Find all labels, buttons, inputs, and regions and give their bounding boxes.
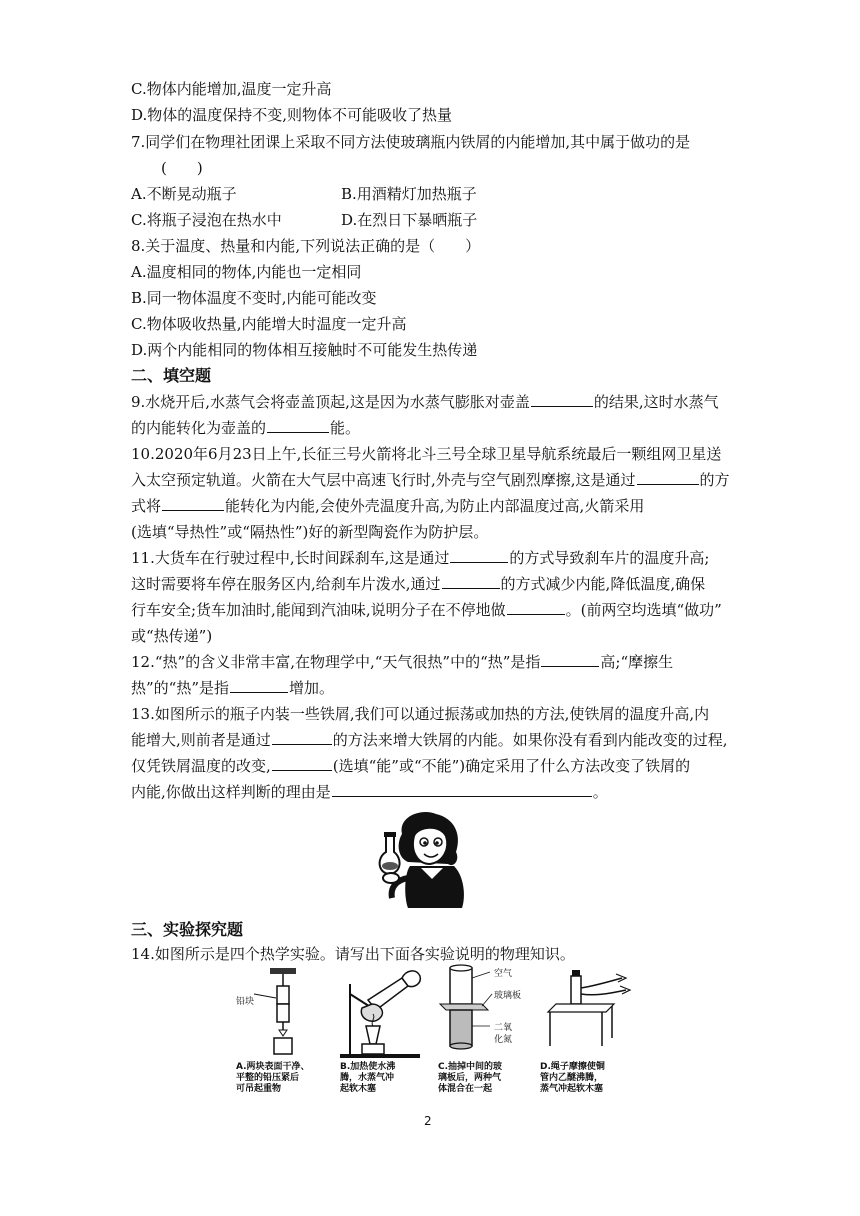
caption-a-line: 可吊起重物: [236, 1084, 282, 1094]
experiment-d-rope-friction-diagram: [536, 964, 638, 1060]
q11-text: 的方式减少内能,降低温度,确保: [500, 575, 706, 593]
q12-text: 12.“热”的含义非常丰富,在物理学中,“天气很热”中的“热”是指: [131, 653, 541, 671]
caption-b-line: 腾，水蒸气冲: [340, 1073, 395, 1083]
q9-line-1: [131, 392, 719, 412]
label-air: 空气: [494, 969, 513, 979]
caption-b: [340, 1062, 395, 1095]
q11-text: 11.大货车在行驶过程中,长时间踩刹车,这是通过: [131, 549, 450, 567]
q10-text: 能转化为内能,会使外壳温度升高,为防止内部温度过高,火箭采用: [225, 497, 645, 515]
q8-option-d: D.两个内能相同的物体相互接触时不可能发生热传递: [131, 341, 478, 359]
experiment-c-gas-diffusion-diagram: [436, 964, 536, 1060]
q7-answer-bracket: ( ): [161, 159, 203, 177]
caption-a-line: 平整的铅压紧后: [236, 1073, 300, 1083]
q13-line-1: 13.如图所示的瓶子内装一些铁屑,我们可以通过振荡或加热的方法,使铁屑的温度升高,内: [131, 705, 710, 723]
q13-text: 。: [592, 783, 608, 801]
q8-stem: 8.关于温度、热量和内能,下列说法正确的是（ ）: [131, 237, 481, 255]
caption-c-line: 璃板后，两种气: [438, 1073, 502, 1083]
answer-blank[interactable]: [162, 496, 224, 511]
q11-text: 这时需要将车停在服务区内,给刹车片泼水,通过: [131, 575, 441, 593]
q13-line-3: [131, 756, 690, 776]
caption-b-line: B.加热使水沸: [340, 1062, 396, 1072]
label-lead-block: 铅块: [236, 997, 255, 1007]
caption-c: [438, 1062, 502, 1095]
q13-text: (选填“能”或“不能”)确定采用了什么方法改变了铁屑的: [332, 757, 691, 775]
q9-text: 的结果,这时水蒸气: [593, 393, 719, 411]
caption-d-line: D.绳子摩擦使铜: [540, 1062, 605, 1072]
q9-line-2: [131, 418, 360, 438]
answer-blank[interactable]: [541, 652, 599, 667]
caption-b-line: 起软木塞: [340, 1084, 377, 1094]
q9-text: 的内能转化为壶盖的: [131, 419, 267, 437]
girl-shaking-flask-illustration: [374, 808, 486, 912]
q8-option-b: B.同一物体温度不变时,内能可能改变: [131, 289, 377, 307]
answer-blank[interactable]: [637, 470, 699, 485]
caption-d: [540, 1062, 605, 1095]
q8-option-a: A.温度相同的物体,内能也一定相同: [131, 263, 362, 281]
q12-text: 增加。: [289, 679, 335, 697]
page-number: 2: [424, 1114, 432, 1128]
q11-line-3: [131, 600, 722, 620]
q7-option-d: D.在烈日下暴晒瓶子: [341, 211, 478, 229]
q11-text: 的方式导致刹车片的温度升高;: [509, 549, 710, 567]
q10-text: 的方: [699, 471, 730, 489]
caption-c-line: C.抽掉中间的玻: [438, 1062, 503, 1072]
q13-line-4: [131, 782, 608, 802]
q10-text: 入太空预定轨道。火箭在大气层中高速飞行时,外壳与空气剧烈摩擦,这是通过: [131, 471, 636, 489]
q11-text: 。(前两空均选填“做功”: [565, 601, 722, 619]
q8-option-c: C.物体吸收热量,内能增大时温度一定升高: [131, 315, 407, 333]
q12-line-1: [131, 652, 673, 672]
experiment-b-boiling-flask-diagram: [332, 964, 432, 1060]
caption-a-line: A.两块表面干净、: [236, 1062, 310, 1072]
q11-line-4: 或“热传递”): [131, 627, 213, 645]
section-heading-fill-in: 二、填空题: [131, 366, 212, 385]
q13-text: 能增大,则前者是通过: [131, 731, 271, 749]
q11-line-2: [131, 574, 705, 594]
answer-blank[interactable]: [450, 548, 508, 563]
q6-option-d: D.物体的温度保持不变,则物体不可能吸收了热量: [131, 106, 453, 124]
caption-d-line: 蒸气冲起软木塞: [540, 1084, 604, 1094]
label-no2-line1: 二氧: [494, 1023, 513, 1033]
q7-option-a: A.不断晃动瓶子: [131, 185, 237, 203]
caption-c-line: 体混合在一起: [438, 1084, 493, 1094]
q11-text: 行车安全;货车加油时,能闻到汽油味,说明分子在不停地做: [131, 601, 506, 619]
q7-option-b: B.用酒精灯加热瓶子: [341, 185, 477, 203]
q14-stem: 14.如图所示是四个热学实验。请写出下面各实验说明的物理知识。: [131, 945, 575, 963]
q10-text: 式将: [131, 497, 162, 515]
q7-stem: 7.同学们在物理社团课上采取不同方法使玻璃瓶内铁屑的内能增加,其中属于做功的是: [131, 133, 691, 151]
caption-a: [236, 1062, 310, 1095]
q13-line-2: [131, 730, 728, 750]
answer-blank[interactable]: [267, 418, 329, 433]
section-heading-experiment: 三、实验探究题: [131, 920, 244, 939]
q13-text: 仅凭铁屑温度的改变,: [131, 757, 271, 775]
q13-text: 内能,你做出这样判断的理由是: [131, 783, 331, 801]
answer-blank[interactable]: [230, 678, 288, 693]
q12-line-2: [131, 678, 334, 698]
q10-line-3: [131, 496, 644, 516]
q10-line-4: (选填“导热性”或“隔热性”)好的新型陶瓷作为防护层。: [131, 523, 489, 541]
caption-d-line: 管内乙醚沸腾，: [540, 1073, 604, 1083]
label-glass-plate: 玻璃板: [494, 991, 522, 1001]
q9-text: 9.水烧开后,水蒸气会将壶盖顶起,这是因为水蒸气膨胀对壶盖: [131, 393, 530, 411]
answer-blank[interactable]: [272, 756, 332, 771]
answer-blank[interactable]: [442, 574, 500, 589]
q10-line-2: [131, 470, 730, 490]
q10-line-1: 10.2020年6月23日上午,长征三号火箭将北斗三号全球卫星导航系统最后一颗组网卫星送: [131, 445, 722, 463]
answer-blank[interactable]: [332, 782, 592, 797]
experiment-a-lead-blocks-diagram: [228, 964, 328, 1060]
experiments-figure: [228, 964, 638, 1104]
q7-option-c: C.将瓶子浸泡在热水中: [131, 211, 282, 229]
answer-blank[interactable]: [507, 600, 565, 615]
q13-text: 的方法来增大铁屑的内能。如果你没有看到内能改变的过程,: [332, 731, 728, 749]
answer-blank[interactable]: [272, 730, 332, 745]
answer-blank[interactable]: [531, 392, 593, 407]
q11-line-1: [131, 548, 709, 568]
q6-option-c: C.物体内能增加,温度一定升高: [131, 80, 332, 98]
q12-text: 高;“摩擦生: [600, 653, 674, 671]
q12-text: 热”的“热”是指: [131, 679, 230, 697]
label-no2-line2: 化氮: [494, 1035, 513, 1045]
q9-text: 能。: [330, 419, 361, 437]
